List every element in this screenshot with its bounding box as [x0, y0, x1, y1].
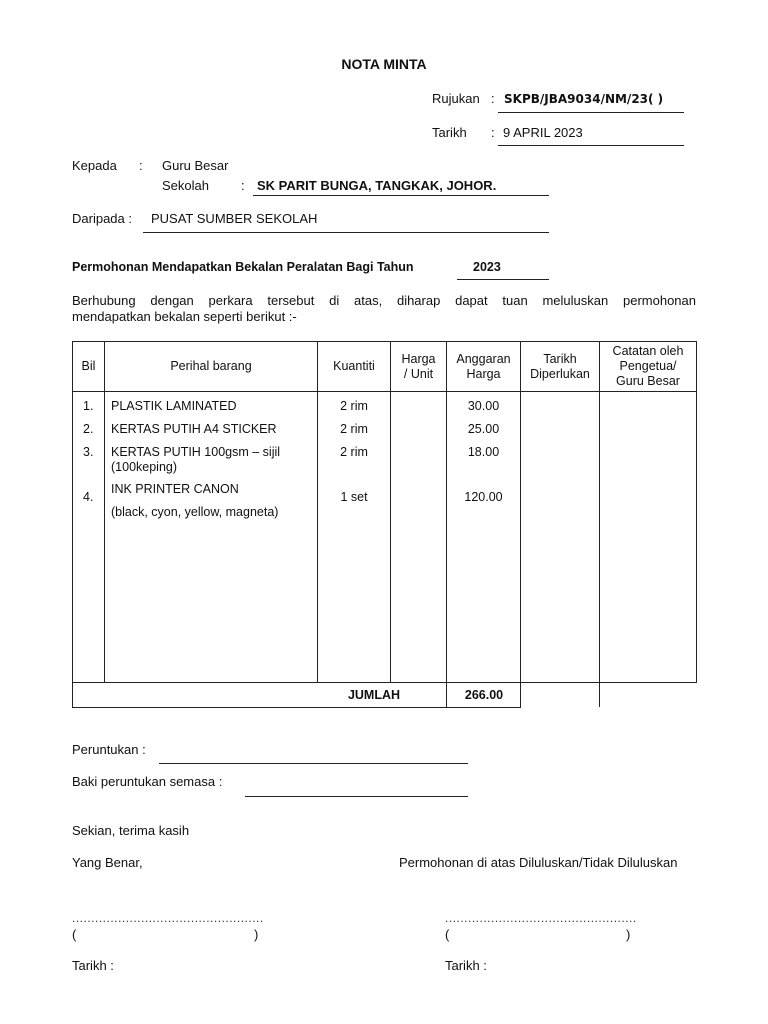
row-3-amount: 18.00	[467, 445, 500, 459]
anggaran-cell	[447, 392, 521, 683]
row-4-amount: 120.00	[464, 490, 503, 504]
signature-paren-close-left: )	[254, 927, 259, 942]
approval-text: Permohonan di atas Diluluskan/Tidak Diluluskan	[399, 855, 678, 870]
signature-paren-close-right: )	[626, 927, 631, 942]
total-divider-3	[599, 682, 600, 707]
intro-line-2: mendapatkan bekalan seperti berikut :-	[72, 309, 297, 324]
subject-year-underline	[457, 279, 549, 280]
page-title: NOTA MINTA	[341, 56, 427, 72]
signature-dots-left: ..................................................	[72, 911, 264, 925]
closing-text: Sekian, terima kasih	[72, 823, 190, 838]
row-4-item: INK PRINTER CANON	[111, 482, 239, 496]
tarikh-label: Tarikh	[432, 125, 467, 140]
col-header-tarikh	[521, 342, 600, 392]
col-header-kuantiti	[318, 342, 391, 392]
kepada-colon: :	[139, 158, 143, 173]
col-header-perihal	[105, 342, 318, 392]
rujukan-value: SKPB/JBA9034/NM/23( )	[504, 92, 664, 106]
kepada-value: Guru Besar	[162, 158, 229, 173]
sekolah-colon: :	[241, 178, 245, 193]
col-header-tarikh-line2: Diperlukan	[530, 366, 590, 381]
row-2-qty: 2 rim	[340, 422, 368, 436]
col-header-bil	[73, 342, 105, 392]
row-3-qty: 2 rim	[340, 445, 368, 459]
row-1-amount: 30.00	[467, 399, 500, 413]
tarikh-underline	[498, 145, 684, 146]
tarikh-right-label: Tarikh :	[445, 958, 487, 973]
tarikh-left-label: Tarikh :	[72, 958, 114, 973]
table-body-row	[73, 392, 697, 683]
daripada-label: Daripada :	[72, 211, 132, 226]
total-divider-2	[520, 682, 521, 707]
row-2-bil: 2.	[83, 422, 94, 436]
tarikh-colon: :	[491, 125, 495, 140]
baki-label: Baki peruntukan semasa :	[72, 774, 223, 789]
intro-line-1: Berhubung dengan perkara tersebut di atas, diharap dapat tuan meluluskan permohonan	[72, 293, 696, 308]
kuantiti-cell	[318, 392, 391, 683]
col-header-tarikh-line1: Tarikh	[543, 351, 577, 366]
peruntukan-line	[159, 763, 468, 764]
col-header-catatan	[600, 342, 697, 392]
row-3-bil: 3.	[83, 445, 94, 459]
row-2-item: KERTAS PUTIH A4 STICKER	[111, 422, 277, 436]
col-header-catatan-line1: Catatan oleh	[612, 344, 684, 358]
row-3-item-cont: (100keping)	[111, 460, 178, 474]
col-header-anggaran-line2: Harga	[466, 366, 501, 381]
daripada-underline	[143, 232, 549, 233]
sekolah-value: SK PARIT BUNGA, TANGKAK, JOHOR.	[257, 178, 497, 193]
baki-line	[245, 796, 468, 797]
row-4-qty: 1 set	[340, 490, 368, 504]
sekolah-label: Sekolah	[162, 178, 209, 193]
yang-benar: Yang Benar,	[72, 855, 143, 870]
total-label: JUMLAH	[347, 688, 401, 702]
total-divider-1	[446, 682, 447, 707]
signature-paren-open-left: (	[72, 927, 77, 942]
tarikh-value: 9 APRIL 2023	[503, 125, 583, 140]
daripada-value: PUSAT SUMBER SEKOLAH	[151, 211, 318, 226]
row-1-qty: 2 rim	[340, 399, 368, 413]
signature-dots-right: ..................................................	[445, 911, 637, 925]
subject-year: 2023	[473, 260, 501, 274]
col-header-kuantiti-label: Kuantiti	[333, 359, 375, 373]
row-3-item: KERTAS PUTIH 100gsm – sijil	[111, 445, 281, 459]
col-header-perihal-label: Perihal barang	[170, 359, 252, 373]
col-header-bil-label: Bil	[81, 359, 96, 373]
col-header-harga-line1: Harga	[401, 351, 436, 366]
perihal-cell	[105, 392, 318, 683]
col-header-harga-line2: / Unit	[403, 366, 434, 381]
col-header-catatan-line2: Pengetua/	[619, 359, 677, 373]
peruntukan-label: Peruntukan :	[72, 742, 146, 757]
harga-unit-cell	[391, 392, 447, 683]
row-1-item: PLASTIK LAMINATED	[111, 399, 237, 413]
col-header-anggaran-line1: Anggaran	[456, 351, 511, 366]
signature-paren-open-right: (	[445, 927, 450, 942]
row-4-item-cont: (black, cyon, yellow, magneta)	[111, 505, 279, 519]
items-table	[72, 341, 697, 708]
rujukan-underline	[498, 112, 684, 113]
col-header-harga-unit	[391, 342, 447, 392]
row-2-amount: 25.00	[467, 422, 500, 436]
total-value: 266.00	[464, 688, 504, 702]
bil-cell	[73, 392, 105, 683]
rujukan-label: Rujukan	[432, 91, 480, 106]
tarikh-diperlukan-cell	[521, 392, 600, 683]
row-1-bil: 1.	[83, 399, 94, 413]
col-header-catatan-line3: Guru Besar	[616, 374, 680, 388]
sekolah-underline	[253, 195, 549, 196]
total-row	[73, 683, 697, 708]
catatan-cell	[600, 392, 697, 683]
col-header-anggaran	[447, 342, 521, 392]
rujukan-colon: :	[491, 91, 495, 106]
table-header-row	[73, 342, 697, 392]
kepada-label: Kepada	[72, 158, 117, 173]
subject-text: Permohonan Mendapatkan Bekalan Peralatan Bagi Tahun	[72, 260, 414, 274]
row-4-bil: 4.	[83, 490, 94, 504]
